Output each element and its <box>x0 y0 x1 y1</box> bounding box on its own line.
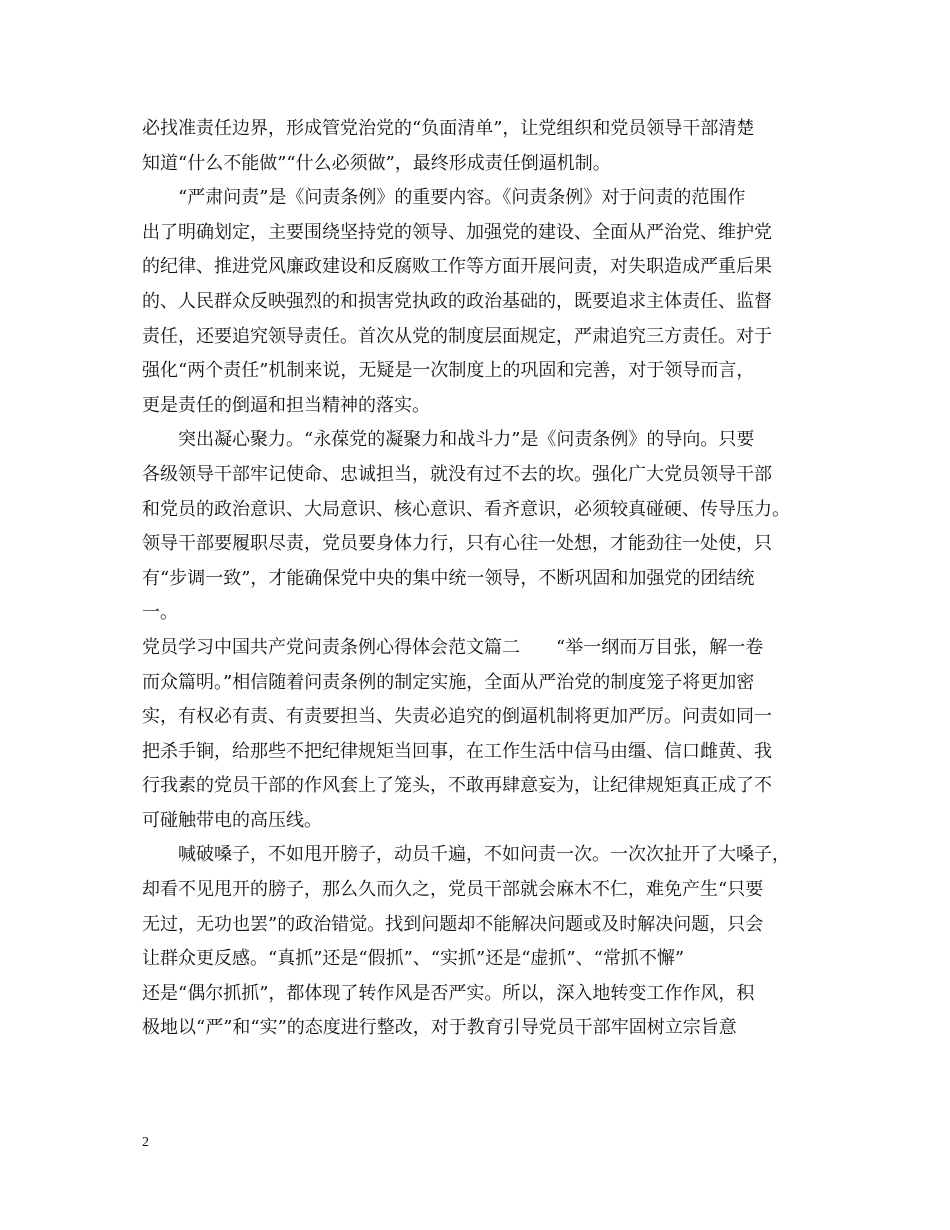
text-line: 还是“偶尔抓抓”，都体现了转作风是否严实。所以，深入地转变工作作风，积 <box>142 982 755 1004</box>
text-line: 的、人民群众反映强烈的和损害党执政的政治基础的，既要追求主体责任、监督 <box>142 290 772 312</box>
text-line: 的纪律、推进党风廉政建设和反腐败工作等方面开展问责，对失职造成严重后果 <box>142 256 772 278</box>
text-line: 极地以“严”和“实”的态度进行整改，对于教育引导党员干部牢固树立宗旨意 <box>142 1017 737 1039</box>
text-line: 更是责任的倒逼和担当精神的落实。 <box>142 394 430 416</box>
text-line: 突出凝心聚力。“永葆党的凝聚力和战斗力”是《问责条例》的导向。只要 <box>142 429 755 451</box>
text-line: 而众篇明。”相信随着问责条例的制定实施，全面从严治党的制度笼子将更加密 <box>142 671 755 693</box>
text-line: 喊破嗓子，不如甩开膀子，动员千遍，不如问责一次。一次次扯开了大嗓子， <box>142 844 790 866</box>
text-line: “严肃问责”是《问责条例》的重要内容。《问责条例》对于问责的范围作 <box>142 187 746 209</box>
text-line: 必找准责任边界，形成管党治党的“负面清单”，让党组织和党员领导干部清楚 <box>142 118 755 139</box>
text-line: 让群众更反感。“真抓”还是“假抓”、“实抓”还是“虚抓”、“常抓不懈” <box>142 948 685 970</box>
text-line: 行我素的党员干部的作风套上了笼头，不敢再肆意妄为，让纪律规矩真正成了不 <box>142 775 772 797</box>
text-line: 知道“什么不能做”“什么必须做”，最终形成责任倒逼机制。 <box>142 152 611 174</box>
text-line: 出了明确划定，主要围绕坚持党的领导、加强党的建设、全面从严治党、维护党 <box>142 221 772 243</box>
page-number: 2 <box>142 1135 149 1150</box>
text-line: 责任，还要追究领导责任。首次从党的制度层面规定，严肃追究三方责任。对于 <box>142 325 772 347</box>
section-heading-line: 党员学习中国共产党问责条例心得体会范文篇二 “举一纲而万目张，解一卷 <box>142 636 764 658</box>
text-line: 和党员的政治意识、大局意识、核心意识、看齐意识，必须较真碰硬、传导压力。 <box>142 498 790 520</box>
text-line: 领导干部要履职尽责，党员要身体力行，只有心往一处想，才能劲往一处使，只 <box>142 533 772 555</box>
text-line: 把杀手锏，给那些不把纪律规矩当回事，在工作生活中信马由缰、信口雌黄、我 <box>142 740 772 762</box>
text-line: 一。 <box>142 602 178 624</box>
text-line: 无过，无功也罢”的政治错觉。找到问题却不能解决问题或及时解决问题，只会 <box>142 913 764 935</box>
text-line: 强化“两个责任”机制来说，无疑是一次制度上的巩固和完善，对于领导而言， <box>142 360 755 382</box>
text-line: 可碰触带电的高压线。 <box>142 809 322 831</box>
text-line: 各级领导干部牢记使命、忠诚担当，就没有过不去的坎。强化广大党员领导干部 <box>142 463 772 485</box>
text-line: 实，有权必有责、有责要担当、失责必追究的倒逼机制将更加严厉。问责如同一 <box>142 706 772 728</box>
text-line: 却看不见甩开的膀子，那么久而久之，党员干部就会麻木不仁，难免产生“只要 <box>142 879 764 901</box>
document-body <box>142 112 814 1046</box>
text-line: 有“步调一致”，才能确保党中央的集中统一领导，不断巩固和加强党的团结统 <box>142 567 755 589</box>
